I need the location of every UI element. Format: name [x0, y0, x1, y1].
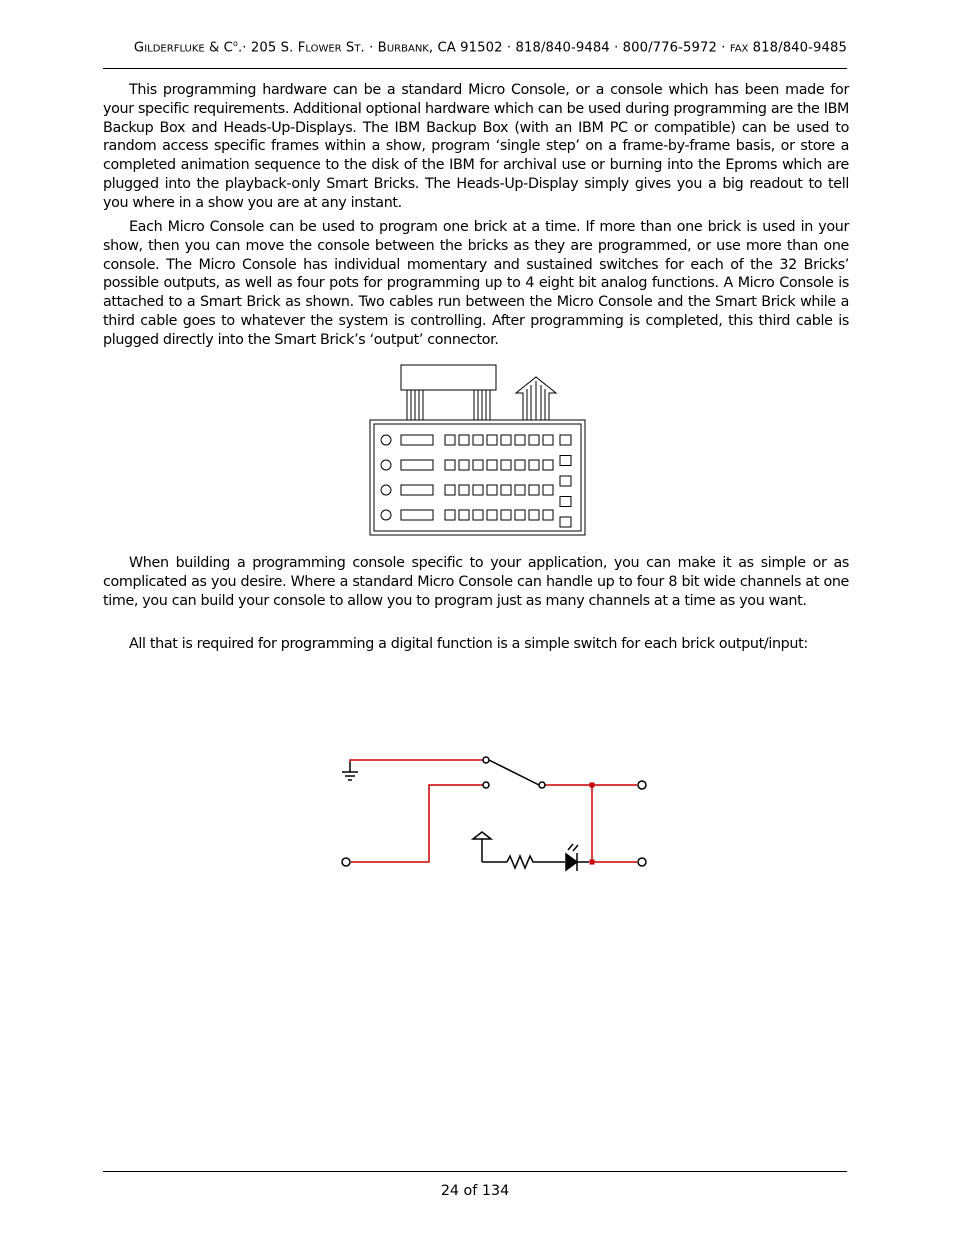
analog-pot-knob [381, 510, 391, 520]
analog-pot-knob [381, 460, 391, 470]
output-switch [487, 510, 497, 520]
led-symbol [566, 844, 589, 871]
paragraph-digital-function: All that is required for programming a digital function is a simple switch for each brick output/input: [129, 636, 808, 652]
output-switch [487, 435, 497, 445]
cable-2 [474, 390, 490, 420]
analog-pot-knob [381, 485, 391, 495]
switch-circuit-diagram [335, 750, 655, 880]
output-switch [473, 460, 483, 470]
ground-symbol [342, 762, 358, 780]
output-switch [459, 485, 469, 495]
footer-rule [103, 1171, 847, 1172]
pot-slot [401, 460, 433, 470]
output-switch [543, 460, 553, 470]
paragraph-building-console: When building a programming console specific to your application, you can make it as simple or as complicated as you desire. Where a standard Micro Console can handle up to four 8 bit wide channels at one time, you can build your console to allow you to program just as many channels at a time as you want. [103, 555, 849, 609]
output-switch [529, 510, 539, 520]
micro-console-diagram [365, 362, 595, 542]
pot-slot [401, 435, 433, 445]
output-switch [473, 435, 483, 445]
page-number: 24 of 134 [440, 1183, 510, 1199]
analog-pot-knob [381, 435, 391, 445]
output-switch [529, 435, 539, 445]
output-switch [543, 485, 553, 495]
cable-1 [407, 390, 423, 420]
output-switch [501, 485, 511, 495]
output-switch [501, 510, 511, 520]
output-switch [445, 510, 455, 520]
output-switch [473, 485, 483, 495]
output-terminal-top [638, 781, 646, 789]
output-switch [501, 460, 511, 470]
output-cable-arrow [516, 377, 556, 420]
side-control-button [560, 435, 571, 445]
output-switch [515, 435, 525, 445]
output-switch [473, 510, 483, 520]
junction-dot-bottom [590, 860, 595, 865]
output-switch [459, 460, 469, 470]
header-rule [103, 68, 847, 69]
resistor-symbol [507, 856, 565, 868]
output-switch [529, 485, 539, 495]
output-switch [515, 485, 525, 495]
paragraph-hardware: This programming hardware can be a standard Micro Console, or a console which has been made for your specific requirements. Additional optional hardware which can be used during programming are the IBM Backup Box and Heads-Up-Displays. The IBM Backup Box (with an IBM PC or compatible) can be used to random access specific frames within a show, program ‘single step’ on a frame-by-frame basis, or store a completed animation sequence to the disk of the IBM for archival use or burning into the Eproms which are plugged into the playback-only Smart Bricks. The Heads-Up-Display simply gives you a big readout to tell you where in a show you are at any instant. [103, 82, 850, 211]
side-control-button [560, 517, 571, 527]
output-switch [487, 485, 497, 495]
pot-slot [401, 510, 433, 520]
red-wiring [350, 760, 637, 862]
smart-brick-box [401, 365, 496, 390]
input-terminal [342, 858, 350, 866]
page-header: GILDERFLUKE & $C^o.\cdot 205$ S. FLOWER ST. · BURBANK, CA 91502 · 818/840-9484 · 800/776-5972 · FAX 818/840-9485 [133, 39, 847, 56]
output-switch [487, 460, 497, 470]
paragraph-micro-console: Each Micro Console can be used to program one brick at a time. If more than one brick is used in your show, then you can move the console between the bricks as they are programmed, or use more than one console. The Micro Console has individual momentary and sustained switches for each of the 32 Bricks’ possible outputs, as well as four pots for programming up to 4 eight bit analog functions. A Micro Console is attached to a Smart Brick as shown. Two cables run between the Micro Console and the Smart Brick while a third cable goes to whatever the system is controlling. After programming is completed, this third cable is plugged directly into the Smart Brick’s ‘output’ connector. [103, 219, 849, 348]
supply-arrow-symbol [473, 832, 507, 862]
output-switch [543, 435, 553, 445]
output-switch [501, 435, 511, 445]
side-control-button [560, 497, 571, 507]
output-switch [459, 510, 469, 520]
output-switch [515, 460, 525, 470]
output-switch [459, 435, 469, 445]
output-switch [543, 510, 553, 520]
output-switch [445, 460, 455, 470]
output-switch [515, 510, 525, 520]
output-switch [445, 485, 455, 495]
side-control-button [560, 476, 571, 486]
junction-dot-top [590, 783, 595, 788]
pot-slot [401, 485, 433, 495]
spdt-switch [483, 757, 545, 788]
output-switch [445, 435, 455, 445]
side-control-button [560, 456, 571, 466]
output-switch [529, 460, 539, 470]
output-terminal-bottom [638, 858, 646, 866]
